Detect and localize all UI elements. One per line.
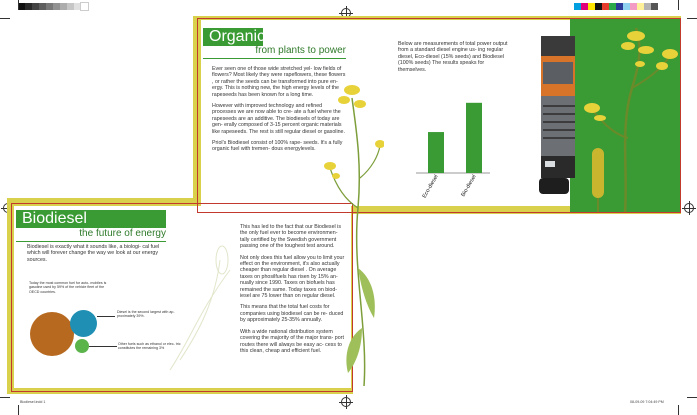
callout-line xyxy=(89,346,117,347)
crop-mark xyxy=(18,405,19,415)
bubble-note-diesel: Diesel is the second largest with ap- proximately 39%. xyxy=(117,310,175,319)
organic-title-box xyxy=(203,28,266,46)
organic-subtitle: from plants to power xyxy=(203,45,346,59)
chart-bar-eco-diesel xyxy=(428,132,444,173)
bubble-note-gasoline: Today the most common fuel for auto- mobiles is gasoline used by 59% of the vehicle fleet of the OECD countries. xyxy=(29,281,107,294)
gasoline-bubble xyxy=(30,312,74,356)
crop-mark xyxy=(0,397,10,398)
biodiesel-paragraph: With a wide national distribution system covering the majority of the major trans- port routes there will always be easy ac- cess to this clean, cheap and efficient fuel. xyxy=(240,328,344,354)
diesel-bubble xyxy=(70,310,97,337)
biodiesel-paragraph: This means that the total fuel costs for companies using biodiesel can be re- duced by approximately 25-35% annually. xyxy=(240,304,344,324)
truck-icon xyxy=(535,26,575,196)
biodiesel-paragraph: This has led to the fact that our Biodiesel is the only fuel ever to become environmen- tally certified by the Swedish government passing one of the toughest test around. xyxy=(240,224,341,250)
truck-photo xyxy=(535,26,575,196)
biodiesel-paragraph: Not only does this fuel allow you to limit your effect on the environment, it's also actually cheaper than regular diesel . On average taxes on phosilfuels has risen by 15% an- nually since 1990. Taxes on biofuels has remained the same. Today taxes on biod- iesel are 75 lower than on regular diesel. xyxy=(240,254,345,300)
biodiesel-intro: Biodiesel is exactly what it sounds like, a biologi- cal fuel which will forever change the way we look at our energy sources. xyxy=(27,244,160,263)
flower-sketch xyxy=(160,230,240,380)
slug-right: 08-09-09 7:04:49 PM xyxy=(630,400,664,404)
organic-title: Organic xyxy=(209,28,266,45)
chart-bar-bio-diesel xyxy=(466,103,482,173)
crop-mark xyxy=(0,18,10,19)
biodiesel-title-box xyxy=(16,210,166,228)
other-fuels-bubble xyxy=(75,339,89,353)
chart-category-label: Bio-diesel xyxy=(460,174,478,198)
rapeseed-flower-icon xyxy=(160,230,240,380)
chart-category-label: Eco-diesel xyxy=(421,174,440,200)
crop-mark xyxy=(687,18,697,19)
organic-paragraph: However with improved technology and refined processes we are now able to cre- ate a fuel where the rapeseeds are an additive. The biodiesels of today are gen- erally composed of 3-15 percent organic materials like rapeseeds. The rest is still regular diesel or gasoline. xyxy=(212,103,345,135)
crop-mark xyxy=(678,405,679,415)
crop-mark xyxy=(687,397,697,398)
bubble-note-other: Other fuels such as ethanol or elec- tric constitutes the remaining 3% xyxy=(118,342,181,351)
crop-mark xyxy=(18,0,19,10)
crop-mark xyxy=(678,0,679,10)
chart-svg xyxy=(398,88,518,203)
registration-mark-icon xyxy=(684,203,694,213)
chart-intro: Below are measurements of total power output from a standard diesel engine us- ing regular diesel, Eco-diesel (15% seeds) and Biodiesel (100% seeds) The results speaks for themselves. xyxy=(398,41,508,73)
power-output-chart xyxy=(398,88,518,203)
biodiesel-body xyxy=(240,224,346,359)
process-color-bar xyxy=(574,3,658,10)
flower-photo-panel xyxy=(570,18,681,213)
organic-paragraph: Priol's Biodiesel consist of 100% rape- seeds. It's a fully organic fuel with tremen- dous energylevels. xyxy=(212,140,343,153)
biodiesel-title: Biodiesel xyxy=(22,210,87,227)
biodiesel-subtitle: the future of energy xyxy=(16,228,166,242)
callout-line xyxy=(97,316,115,317)
rapeseed-flower-icon xyxy=(570,18,681,213)
organic-paragraph: Ever seen one of those wide stretched yel- low fields of flowers? Most likely they were rapeflowers, these flowers , or rather the seeds can be transformed into pure en- ergy. This is nothing new, the high energy levels of the rapeseeds has been known for a long time. xyxy=(212,66,346,98)
grayscale-color-bar xyxy=(18,3,88,10)
slug-left: Biodiesel.indd 1 xyxy=(20,400,46,404)
registration-mark-icon xyxy=(341,397,351,407)
